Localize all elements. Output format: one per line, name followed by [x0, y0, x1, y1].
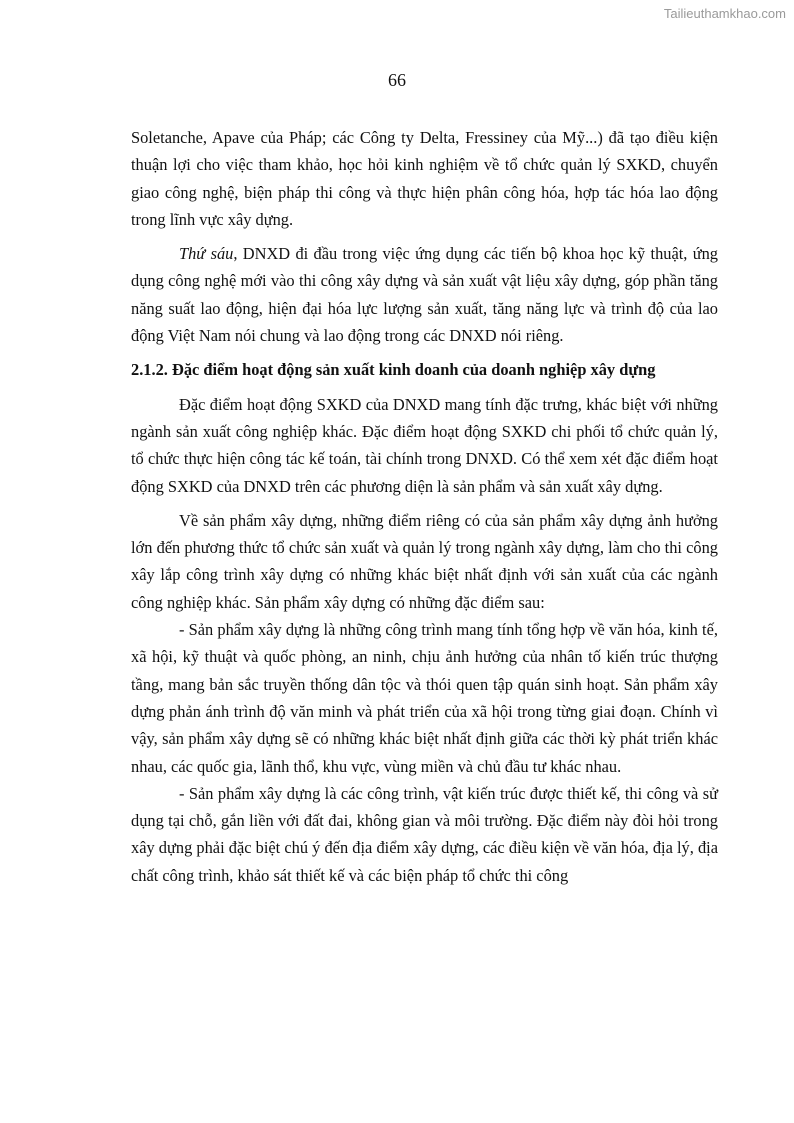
paragraph-2: [131, 240, 718, 349]
paragraph-2-text: , DNXD đi đầu trong việc ứng dụng các tiến bộ khoa học kỹ thuật, ứng dụng công nghệ mới vào thi công xây dựng và sản xuất vật liệu xây dựng, góp phần tăng năng suất lao động, hiện đại hóa lực lượng sản xuất, tăng năng lực và trình độ của lao động Việt Nam nói chung và lao động trong các DNXD nói riêng.: [131, 244, 718, 346]
paragraph-6: - Sản phẩm xây dựng là các công trình, vật kiến trúc được thiết kế, thi công và sử dụng tại chỗ, gắn liền với đất đai, không gian và môi trường. Đặc điểm này đòi hỏi trong xây dựng phải đặc biệt chú ý đến địa điểm xây dựng, các điều kiện về văn hóa, địa lý, địa chất công trình, khảo sát thiết kế và các biện pháp tổ chức thi công: [131, 783, 718, 885]
watermark: Tailieuthamkhao.com: [663, 6, 786, 21]
paragraph-1: Soletanche, Apave của Pháp; các Công ty Delta, Fressiney của Mỹ...) đã tạo điều kiện thuận lợi cho việc tham khảo, học hỏi kinh nghiệm về tổ chức quản lý SXKD, chuyển giao công nghệ, biện pháp thi công và thực hiện phân công hóa, hợp tác hóa lao động trong lĩnh vực xây dựng.: [131, 128, 718, 229]
document-body: [131, 124, 718, 896]
paragraph-5: - Sản phẩm xây dựng là những công trình mang tính tổng hợp về văn hóa, kinh tế, xã hội, kỹ thuật và quốc phòng, an ninh, chịu ảnh hưởng của nhân tố kiến trúc thượng tầng, mang bản sắc truyền thống dân tộc và thói quen tập quán sinh hoạt. Sản phẩm xây dựng phản ánh trình độ văn minh và phát triển của xã hội trong từng giai đoạn. Chính vì vậy, sản phẩm xây dựng sẽ có những khác biệt nhất định giữa các thời kỳ phát triển khác nhau, các quốc gia, lãnh thổ, khu vực, vùng miền và chủ đầu tư khác nhau.: [131, 620, 718, 776]
paragraph-2-lead: Thứ sáu: [179, 244, 234, 264]
paragraph-3: Đặc điểm hoạt động SXKD của DNXD mang tính đặc trưng, khác biệt với những ngành sản xuất công nghiệp khác. Đặc điểm hoạt động SXKD chi phối tổ chức quản lý, tổ chức thực hiện công tác kế toán, tài chính trong DNXD. Có thể xem xét đặc điểm hoạt động SXKD của DNXD trên các phương diện là sản phẩm và sản xuất xây dựng.: [131, 394, 718, 496]
page-number: 66: [388, 70, 406, 90]
paragraph-4: Về sản phẩm xây dựng, những điểm riêng có của sản phẩm xây dựng ảnh hưởng lớn đến phương thức tổ chức sản xuất và quản lý trong ngành xây dựng, làm cho thi công xây lắp công trình xây dựng có những khác biệt nhất định với sản xuất của các ngành công nghiệp khác. Sản phẩm xây dựng có những đặc điểm sau:: [131, 510, 718, 612]
section-heading: 2.1.2. Đặc điểm hoạt động sản xuất kinh doanh của doanh nghiệp xây dựng: [131, 360, 656, 380]
